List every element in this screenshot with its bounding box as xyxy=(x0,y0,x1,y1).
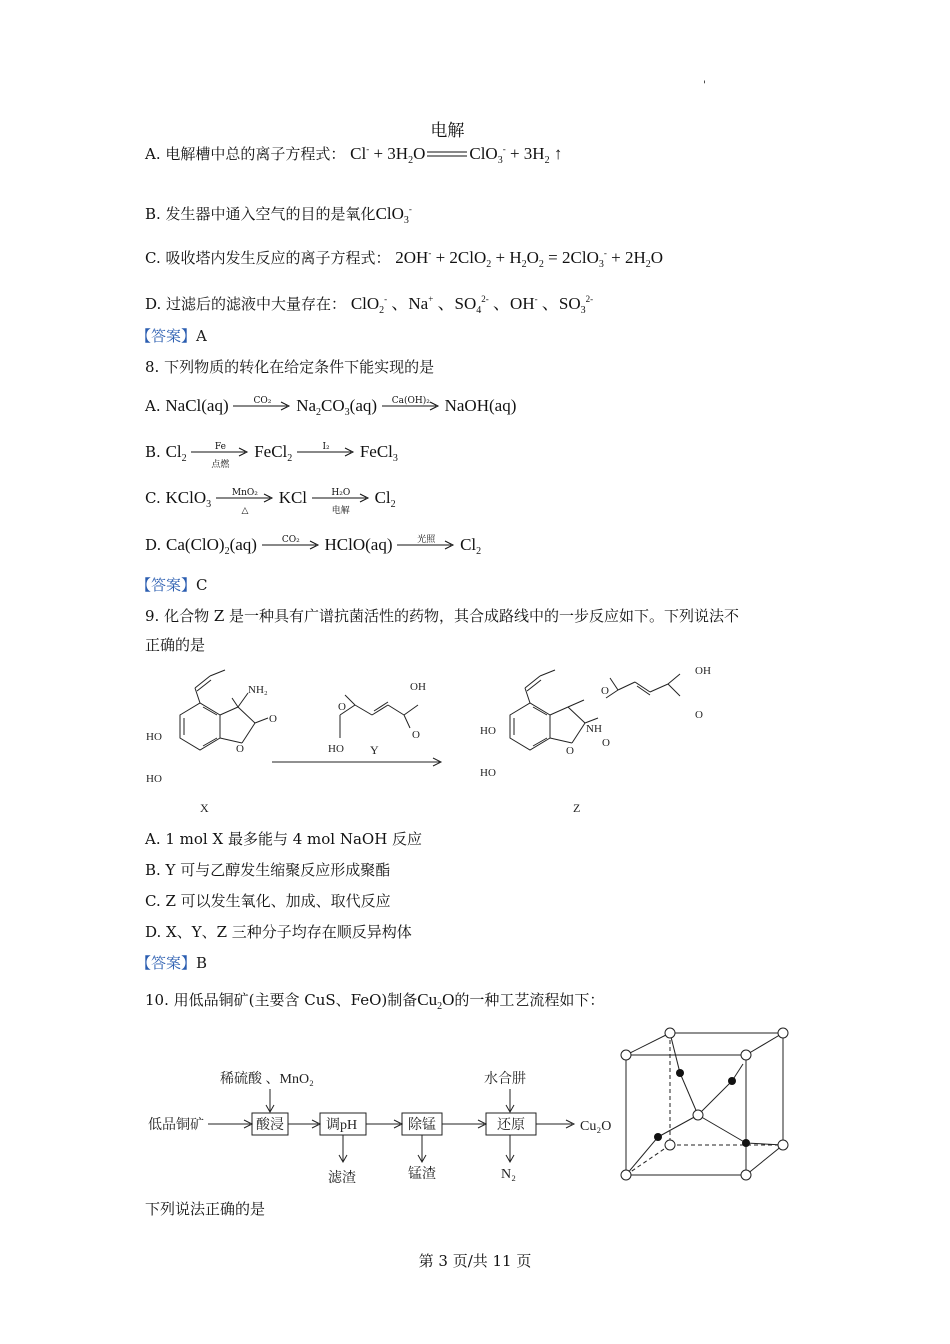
reaction-arrow: CO₂ xyxy=(262,535,320,557)
q7-a-equation: $Cl^- + 3H_2O$ 电解 $ClO_3^- + 3H_2$ ↑ xyxy=(350,121,563,166)
q8-stem: 8. 下列物质的转化在给定条件下能实现的是 xyxy=(145,358,435,376)
atom-label: O xyxy=(602,737,610,749)
atom-label: HO xyxy=(480,767,496,779)
atom-label: O xyxy=(412,729,420,741)
q8-answer: 【答案】C xyxy=(136,576,208,594)
atom-label: O xyxy=(269,713,277,725)
reaction-arrow: Fe 点燃 xyxy=(191,442,249,464)
atom-filled xyxy=(728,1077,736,1085)
page-footer: 第 3 页/共 11 页 xyxy=(418,1252,532,1270)
label-z: Z xyxy=(573,801,581,815)
q10-tail: 下列说法正确的是 xyxy=(145,1200,266,1218)
q9-stem-cont: 正确的是 xyxy=(145,636,206,654)
q7-option-b: B. 发生器中通入空气的目的是氧化ClO$_3$- xyxy=(145,204,412,226)
atom-label: O xyxy=(601,685,609,697)
flow-step: 除锰 xyxy=(408,1118,436,1133)
q8-option-d: D. $Ca(ClO)_2(aq)$ CO₂ HClO(aq) 光照 $Cl_2$ xyxy=(145,535,482,557)
atom-filled xyxy=(742,1139,750,1147)
q10-process-flow xyxy=(140,1065,620,1195)
q7-option-a: A. 电解槽中总的离子方程式： $Cl^- + 3H_2O$ 电解 $ClO_3^- + 3H_2$ ↑ xyxy=(145,121,563,166)
atom-label: O xyxy=(566,745,574,757)
q7-option-c: C. 吸收塔内发生反应的离子方程式： $2OH^- + 2ClO_2 + H_2O_2 = 2ClO_3^- + 2H_2O$ xyxy=(145,248,664,270)
atom-label: OH xyxy=(410,681,426,693)
atom-open xyxy=(778,1140,788,1150)
reaction-arrow: Ca(OH)₂ xyxy=(382,396,440,418)
flow-reagent: 稀硫酸 、MnO₂ xyxy=(220,1072,314,1087)
electrolysis-equals: 电解 xyxy=(430,121,465,141)
atom-open xyxy=(741,1170,751,1180)
atom-open xyxy=(741,1050,751,1060)
atom-label: HO xyxy=(146,773,162,785)
flow-residue: 滤渣 xyxy=(328,1171,356,1186)
crystal-unit-cell xyxy=(618,1025,798,1185)
atom-open xyxy=(665,1140,675,1150)
q8-option-c: C. KClO$_3$ MnO₂ △ KCl H₂O 电解 $Cl_2$ xyxy=(145,488,396,516)
q9-reaction-scheme xyxy=(140,660,740,825)
label-x: X xyxy=(200,801,209,815)
q9-option-b: B. Y 可与乙醇发生缩聚反应形成聚酯 xyxy=(145,861,391,879)
reaction-arrow: I₂ xyxy=(297,442,355,464)
atom-label: HO xyxy=(480,725,496,737)
q9-option-a: A. 1 mol X 最多能与 4 mol NaOH 反应 xyxy=(145,830,423,848)
q10-stem: 10. 用低品铜矿(主要含 CuS、FeO)制备$Cu_2O$的一种工艺流程如下： xyxy=(145,990,605,1012)
flow-gas: N₂ xyxy=(501,1167,516,1182)
atom-label: HO xyxy=(328,743,344,755)
flow-product: Cu₂O xyxy=(580,1119,612,1134)
flow-residue: 锰渣 xyxy=(408,1167,436,1182)
flow-start: 低品铜矿 xyxy=(148,1118,204,1133)
label-y: Y xyxy=(370,743,379,757)
atom-filled xyxy=(654,1133,662,1141)
atom-label: NH xyxy=(586,723,602,735)
reaction-arrow: H₂O 电解 xyxy=(312,488,370,510)
corner-mark: ' xyxy=(703,80,706,91)
q9-option-c: C. Z 可以发生氧化、加成、取代反应 xyxy=(145,892,391,910)
atom-open xyxy=(621,1170,631,1180)
reaction-arrow: MnO₂ △ xyxy=(216,488,274,510)
molecule-z xyxy=(510,670,680,750)
atom-label: HO xyxy=(146,731,162,743)
atom-label: O xyxy=(236,743,244,755)
atom-label: NH₂ xyxy=(248,684,268,696)
atom-open xyxy=(665,1028,675,1038)
q8-option-a: A. NaCl(aq) CO₂ $Na_2CO_3(aq)$ Ca(OH)₂ NaOH(aq) xyxy=(145,396,517,418)
q7-option-d: D. 过滤后的滤液中大量存在： ClO$_2$- 、Na+ 、$SO_4^{2-}$ 、OH- 、$SO_3^{2-}$ xyxy=(145,294,594,316)
molecule-x xyxy=(180,670,268,750)
flow-reagent: 水合肼 xyxy=(484,1072,526,1087)
atom-open xyxy=(621,1050,631,1060)
reaction-arrow: CO₂ xyxy=(233,396,291,418)
q9-stem: 9. 化合物 Z 是一种具有广谱抗菌活性的药物，其合成路线中的一步反应如下。下列说法不 xyxy=(145,607,740,625)
atom-label: O xyxy=(695,709,703,721)
reaction-arrow: 光照 xyxy=(397,535,455,557)
q8-option-b: B. $Cl_2$ Fe 点燃 FeCl$_2$ I₂ FeCl$_3$ xyxy=(145,442,398,470)
flow-step: 酸浸 xyxy=(256,1118,284,1133)
q9-answer: 【答案】B xyxy=(136,954,208,972)
atom-open xyxy=(778,1028,788,1038)
atom-label: OH xyxy=(695,665,711,677)
atom-label: O xyxy=(338,701,346,713)
flow-step: 还原 xyxy=(497,1118,525,1133)
q7-answer: 【答案】A xyxy=(136,327,207,345)
atom-filled xyxy=(676,1069,684,1077)
atom-open xyxy=(693,1110,703,1120)
q9-option-d: D. X、Y、Z 三种分子均存在顺反异构体 xyxy=(145,923,412,941)
flow-step: 调pH xyxy=(326,1118,358,1133)
